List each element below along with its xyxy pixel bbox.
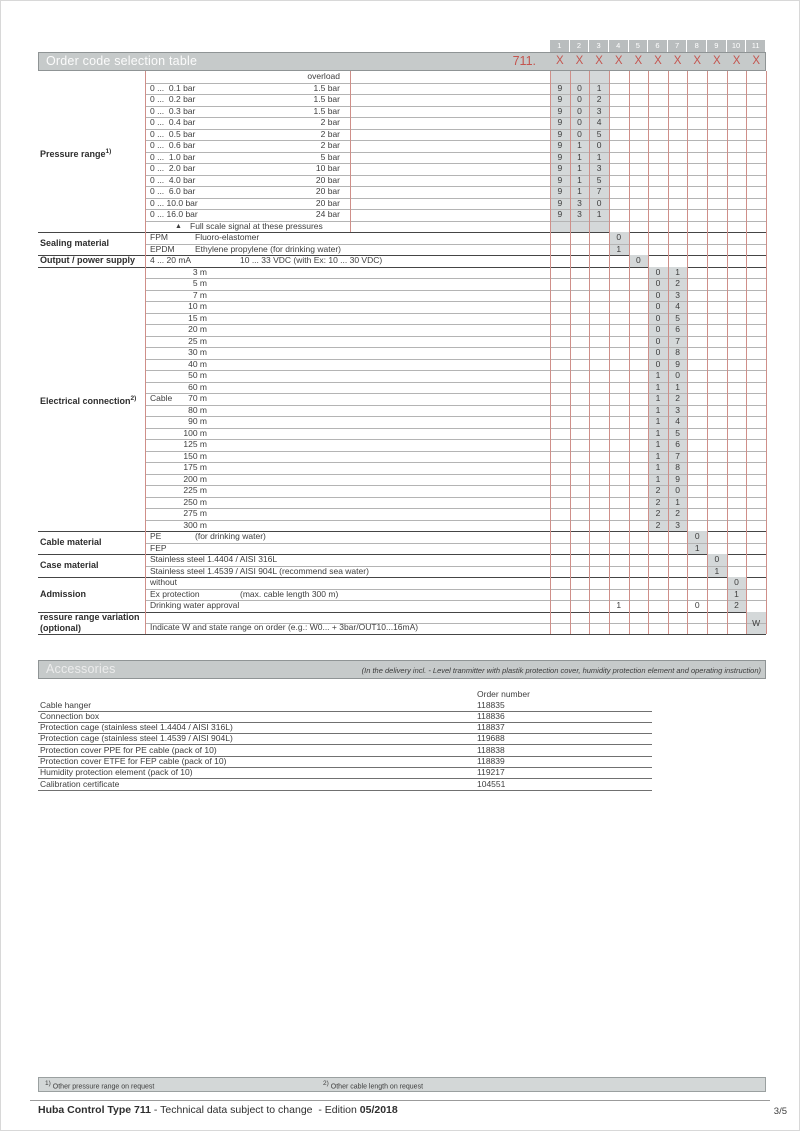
pressure-range-value: 0 ... 1.0 bar bbox=[150, 151, 196, 162]
code-digit: 7 bbox=[675, 335, 680, 346]
row-separator bbox=[145, 94, 766, 95]
row-desc-extra: (max. cable length 300 m) bbox=[240, 588, 339, 599]
row-separator bbox=[145, 163, 766, 164]
code-digit: 2 bbox=[675, 508, 680, 518]
row-separator bbox=[145, 198, 766, 199]
code-digit: 9 bbox=[557, 94, 563, 104]
code-digit: 1 bbox=[675, 266, 680, 277]
code-digit: 1 bbox=[577, 151, 582, 162]
order-code-x: X bbox=[732, 55, 741, 67]
overload-value: 2 bar bbox=[320, 140, 340, 150]
label-superscript: 2) bbox=[130, 395, 137, 403]
code-digit: 9 bbox=[557, 186, 563, 196]
cable-length-value: 80 m bbox=[188, 404, 207, 415]
row-abbr: FEP bbox=[150, 542, 167, 553]
code-digit: 7 bbox=[596, 186, 602, 196]
row-desc: Stainless steel 1.4404 / AISI 316L bbox=[150, 554, 278, 564]
code-digit: 1 bbox=[675, 496, 680, 507]
code-digit: 1 bbox=[577, 174, 582, 185]
cable-length-value: 200 m bbox=[183, 473, 207, 484]
section-label: Pressure range$^{1)}$ bbox=[40, 148, 112, 159]
code-digit: 0 bbox=[655, 301, 661, 311]
row-separator bbox=[145, 209, 766, 210]
code-digit: 9 bbox=[557, 151, 563, 162]
code-digit: 1 bbox=[675, 381, 680, 392]
cable-length-value: 30 m bbox=[188, 347, 207, 357]
code-digit: 0 bbox=[655, 324, 661, 334]
code-digit: 6 bbox=[675, 324, 680, 334]
cable-length-value: 175 m bbox=[183, 462, 207, 472]
grid-column-line bbox=[668, 71, 669, 634]
code-digit: 0 bbox=[694, 531, 700, 541]
code-column-number: 2 bbox=[570, 40, 589, 52]
code-digit: 0 bbox=[655, 312, 661, 323]
order-table-title: Order code selection table bbox=[46, 54, 198, 68]
full-scale-note: Full scale signal at these pressures bbox=[190, 220, 323, 231]
cable-length-value: 225 m bbox=[183, 485, 207, 495]
pressure-range-value: 0 ... 0.1 bar bbox=[150, 82, 196, 93]
order-code-x: X bbox=[634, 55, 643, 67]
grid-column-line bbox=[687, 71, 688, 634]
accessory-order-number: 119688 bbox=[477, 733, 505, 744]
grid-column-line bbox=[570, 71, 571, 634]
overload-value: 2 bar bbox=[320, 117, 340, 127]
code-digit: 0 bbox=[577, 117, 582, 127]
accessory-name: Protection cage (stainless steel 1.4539 / AISI 904L) bbox=[40, 733, 233, 744]
row-separator bbox=[38, 554, 766, 555]
accessory-name: Cable hanger bbox=[40, 699, 92, 710]
overload-value: 20 bar bbox=[315, 174, 340, 185]
code-digit: 9 bbox=[557, 209, 563, 219]
variation-instruction: Indicate W and state range on order (e.g.: W0... + 3bar/OUT10...16mA) bbox=[150, 622, 419, 632]
code-digit: 9 bbox=[675, 358, 680, 369]
code-digit: 1 bbox=[596, 209, 602, 219]
cable-length-value: 100 m bbox=[183, 427, 207, 438]
code-digit: 3 bbox=[596, 163, 602, 173]
section-label: Case material bbox=[40, 560, 99, 570]
row-abbr: PE bbox=[150, 531, 162, 541]
code-digit: 4 bbox=[596, 117, 602, 127]
code-digit: 1 bbox=[655, 381, 661, 392]
pressure-range-value: 0 ... 16.0 bar bbox=[150, 209, 198, 219]
code-digit: 0 bbox=[655, 278, 661, 288]
code-digit: 1 bbox=[577, 186, 582, 196]
code-column-number: 10 bbox=[727, 40, 746, 52]
code-digit: W bbox=[752, 617, 761, 628]
accessory-name: Protection cage (stainless steel 1.4404 / AISI 316L) bbox=[40, 722, 233, 733]
section-label: Cable material bbox=[40, 537, 102, 547]
code-column-number: 5 bbox=[629, 40, 648, 52]
accessory-order-number: 118836 bbox=[477, 710, 505, 721]
code-digit: 0 bbox=[655, 347, 661, 357]
code-digit: 1 bbox=[655, 427, 661, 438]
overload-value: 24 bar bbox=[315, 209, 340, 219]
grid-column-line bbox=[629, 71, 630, 634]
row-separator bbox=[38, 634, 766, 635]
code-digit: 0 bbox=[577, 82, 582, 93]
row-separator bbox=[145, 186, 766, 187]
row-desc: 10 ... 33 VDC (with Ex: 10 ... 30 VDC) bbox=[240, 255, 383, 265]
accessory-name: Humidity protection element (pack of 10) bbox=[40, 767, 193, 778]
cable-length-value: 250 m bbox=[183, 496, 207, 507]
pressure-range-value: 0 ... 4.0 bar bbox=[150, 174, 196, 185]
code-digit: 2 bbox=[596, 94, 602, 104]
row-separator bbox=[145, 543, 766, 544]
section-label: Output / power supply bbox=[40, 255, 135, 266]
code-digit: 9 bbox=[557, 197, 563, 208]
code-digit: 1 bbox=[596, 151, 602, 162]
cable-length-value: 7 m bbox=[192, 289, 207, 300]
row-separator bbox=[38, 531, 766, 532]
code-column-number: 9 bbox=[707, 40, 726, 52]
accessory-name: Connection box bbox=[40, 710, 100, 721]
pressure-range-value: 0 ... 0.5 bar bbox=[150, 128, 196, 139]
accessories-title: Accessories bbox=[46, 662, 116, 676]
code-digit: 0 bbox=[596, 140, 602, 150]
code-digit: 5 bbox=[596, 128, 602, 139]
code-digit: 1 bbox=[714, 565, 720, 576]
accessory-order-number: 118838 bbox=[477, 744, 505, 755]
code-digit: 2 bbox=[655, 496, 661, 507]
code-digit: 3 bbox=[675, 519, 680, 530]
order-code-x: X bbox=[555, 55, 564, 67]
cable-length-value: 150 m bbox=[183, 450, 207, 461]
row-separator bbox=[38, 612, 766, 613]
section-label: Admission bbox=[40, 588, 87, 599]
row-abbr: FPM bbox=[150, 232, 168, 242]
code-digit: 0 bbox=[714, 554, 720, 564]
accessory-order-number: 119217 bbox=[477, 767, 505, 778]
overload-value: 1.5 bar bbox=[313, 94, 340, 104]
code-digit: 4 bbox=[675, 416, 680, 426]
cable-length-value: 60 m bbox=[188, 381, 207, 392]
overload-value: 20 bar bbox=[315, 197, 340, 208]
code-digit: 6 bbox=[675, 439, 680, 449]
code-digit: 1 bbox=[596, 82, 602, 93]
code-digit: 0 bbox=[577, 94, 582, 104]
row-separator bbox=[145, 175, 766, 176]
overload-value: 10 bar bbox=[315, 163, 340, 173]
code-digit: 2 bbox=[675, 278, 680, 288]
row-separator bbox=[145, 140, 766, 141]
code-digit: 0 bbox=[655, 289, 661, 300]
code-digit: 2 bbox=[655, 485, 661, 495]
section-label: ressure range variation bbox=[40, 612, 140, 622]
order-code-x: X bbox=[752, 55, 760, 67]
cable-length-value: 40 m bbox=[188, 358, 207, 369]
code-digit: 0 bbox=[577, 105, 582, 116]
full-scale-triangle-icon: ▲ bbox=[175, 222, 182, 230]
label-divider-line bbox=[145, 71, 146, 634]
label-superscript: 1) bbox=[105, 148, 112, 155]
code-digit: 9 bbox=[557, 174, 563, 185]
overload-value: 1.5 bar bbox=[313, 82, 340, 93]
order-code-x: X bbox=[693, 55, 702, 67]
code-digit: 0 bbox=[635, 255, 641, 265]
code-column-number: 3 bbox=[589, 40, 608, 52]
code-column-number: 11 bbox=[746, 40, 765, 52]
order-code-x: X bbox=[575, 55, 584, 67]
row-separator bbox=[145, 83, 766, 84]
code-column-number: 4 bbox=[609, 40, 628, 52]
code-digit: 2 bbox=[655, 508, 661, 518]
cable-sublabel: Cable bbox=[150, 393, 173, 404]
code-digit: 9 bbox=[557, 82, 563, 93]
code-digit: 3 bbox=[675, 289, 680, 300]
accessory-name: Protection cover ETFE for FEP cable (pack of 10) bbox=[40, 756, 227, 766]
cable-length-value: 50 m bbox=[188, 370, 207, 380]
cable-length-value: 5 m bbox=[192, 278, 207, 288]
cable-length-value: 20 m bbox=[188, 324, 207, 334]
cable-length-value: 10 m bbox=[188, 301, 207, 311]
code-digit: 4 bbox=[675, 301, 680, 311]
code-digit: 1 bbox=[616, 600, 622, 610]
grid-column-line bbox=[707, 71, 708, 634]
row-separator bbox=[38, 255, 766, 256]
cable-length-value: 275 m bbox=[183, 508, 207, 518]
order-code-prefix: 711. bbox=[512, 54, 536, 68]
code-digit: 3 bbox=[577, 209, 582, 219]
code-digit: 2 bbox=[675, 393, 680, 403]
footnote-1-text: Other pressure range on request bbox=[52, 1083, 155, 1091]
row-separator bbox=[145, 589, 766, 590]
accessory-row-line bbox=[38, 790, 652, 791]
row-desc: Fluoro-elastomer bbox=[195, 232, 260, 242]
grid-column-line bbox=[589, 71, 590, 634]
code-digit: 1 bbox=[655, 370, 661, 380]
code-column-number: 7 bbox=[668, 40, 687, 52]
accessories-delivery-note: (In the delivery incl. - Level tranmitter with plastik protection cover, humidity protection element and operating instruction) bbox=[361, 666, 761, 675]
code-digit: 0 bbox=[675, 485, 680, 495]
grid-column-line bbox=[648, 71, 649, 634]
row-desc: Drinking water approval bbox=[150, 600, 240, 610]
code-digit: 3 bbox=[577, 197, 582, 208]
code-digit: 0 bbox=[675, 370, 680, 380]
code-digit: 1 bbox=[655, 439, 661, 449]
row-abbr: EPDM bbox=[150, 243, 175, 254]
cable-length-value: 25 m bbox=[188, 335, 207, 346]
overload-value: 1.5 bar bbox=[313, 105, 340, 116]
pressure-range-value: 0 ... 0.6 bar bbox=[150, 140, 196, 150]
cable-length-value: 3 m bbox=[192, 266, 207, 277]
code-digit: 8 bbox=[675, 462, 680, 472]
footnote-2-text: Other cable length on request bbox=[330, 1083, 424, 1091]
pressure-range-value: 0 ... 0.4 bar bbox=[150, 117, 196, 127]
code-digit: 1 bbox=[655, 393, 661, 403]
code-digit: 0 bbox=[655, 358, 661, 369]
row-desc: without bbox=[150, 577, 177, 587]
grid-column-line bbox=[727, 71, 728, 634]
order-code-x: X bbox=[614, 55, 623, 67]
order-code-x: X bbox=[595, 55, 603, 67]
section-label: Sealing material bbox=[40, 238, 110, 248]
code-digit: 1 bbox=[694, 542, 700, 553]
code-digit: 0 bbox=[694, 600, 700, 610]
footer-middle: - Technical data subject to change - Edition bbox=[151, 1104, 360, 1116]
row-separator bbox=[145, 152, 766, 153]
overload-value: 2 bar bbox=[320, 128, 340, 139]
accessory-order-number: 118835 bbox=[477, 699, 505, 710]
accessory-row-line bbox=[38, 711, 652, 712]
code-digit: 9 bbox=[557, 117, 563, 127]
code-digit: 9 bbox=[557, 163, 563, 173]
code-digit: 9 bbox=[675, 473, 680, 484]
code-digit: 3 bbox=[675, 404, 680, 415]
row-separator bbox=[38, 577, 766, 578]
row-separator bbox=[145, 129, 766, 130]
code-digit: 1 bbox=[577, 140, 582, 150]
code-digit: 0 bbox=[734, 577, 739, 587]
code-digit: 1 bbox=[655, 462, 661, 472]
code-digit: 0 bbox=[616, 232, 622, 242]
row-desc: Ex protection bbox=[150, 588, 200, 599]
row-abbr: 4 ... 20 mA bbox=[150, 255, 192, 265]
pressure-range-value: 0 ... 2.0 bar bbox=[150, 163, 196, 173]
code-digit: 7 bbox=[675, 450, 680, 461]
code-column-number: 8 bbox=[687, 40, 706, 52]
code-digit: 0 bbox=[596, 197, 602, 208]
row-desc: (for drinking water) bbox=[195, 531, 266, 541]
overload-header: overload bbox=[307, 71, 340, 81]
code-digit: 1 bbox=[577, 163, 582, 173]
accessory-order-number: 118839 bbox=[477, 756, 505, 766]
code-digit: 1 bbox=[655, 473, 661, 484]
grid-column-line bbox=[550, 71, 551, 634]
code-digit: 1 bbox=[655, 404, 661, 415]
code-column-number: 6 bbox=[648, 40, 667, 52]
section-label: Electrical connection$^{2)}$ bbox=[40, 395, 137, 407]
order-code-x: X bbox=[654, 55, 662, 67]
footer-product: Huba Control Type 711 bbox=[38, 1104, 151, 1116]
code-digit: 2 bbox=[655, 519, 661, 530]
overload-divider-line bbox=[350, 71, 351, 232]
accessory-name: Protection cover PPE for PE cable (pack of 10) bbox=[40, 744, 217, 755]
code-digit: 0 bbox=[577, 128, 582, 139]
cable-length-value: 15 m bbox=[188, 312, 207, 323]
code-digit: 8 bbox=[675, 347, 680, 357]
code-digit: 1 bbox=[655, 416, 661, 426]
code-digit: 5 bbox=[675, 427, 680, 438]
footer-edition: 05/2018 bbox=[359, 1104, 398, 1116]
code-digit: 9 bbox=[557, 105, 563, 116]
code-digit: 3 bbox=[596, 105, 602, 116]
code-digit: 9 bbox=[557, 140, 563, 150]
grid-column-line bbox=[766, 71, 767, 634]
row-desc: Stainless steel 1.4539 / AISI 904L (recommend sea water) bbox=[150, 565, 369, 576]
code-digit: 0 bbox=[655, 266, 661, 277]
overload-value: 5 bar bbox=[320, 151, 340, 162]
code-digit: 2 bbox=[734, 600, 739, 610]
overload-value: 20 bar bbox=[315, 186, 340, 196]
order-number-header: Order number bbox=[477, 689, 530, 699]
cable-length-value: 300 m bbox=[183, 519, 207, 530]
code-digit: 0 bbox=[655, 335, 661, 346]
grid-column-line bbox=[609, 71, 610, 634]
pressure-range-value: 0 ... 6.0 bar bbox=[150, 186, 196, 196]
pressure-range-value: 0 ... 0.3 bar bbox=[150, 105, 196, 116]
grid-column-line bbox=[746, 71, 747, 634]
row-separator bbox=[38, 232, 766, 233]
pressure-range-value: 0 ... 0.2 bar bbox=[150, 94, 196, 104]
cable-length-value: 125 m bbox=[183, 439, 207, 449]
code-column-number: 1 bbox=[550, 40, 569, 52]
row-separator bbox=[145, 106, 766, 107]
accessory-row-line bbox=[38, 778, 652, 779]
section-label-line2: (optional) bbox=[40, 622, 81, 633]
cable-length-value: 90 m bbox=[188, 416, 207, 426]
row-desc: Ethylene propylene (for drinking water) bbox=[195, 243, 341, 254]
code-digit: 1 bbox=[734, 588, 739, 599]
order-code-x: X bbox=[713, 55, 721, 67]
code-digit: 1 bbox=[616, 243, 622, 254]
accessory-name: Calibration certificate bbox=[40, 778, 120, 789]
code-digit: 5 bbox=[675, 312, 680, 323]
page-number: 3/5 bbox=[773, 1106, 787, 1117]
footnote-1-sup: 1) bbox=[45, 1080, 51, 1087]
code-digit: 5 bbox=[596, 174, 602, 185]
cable-length-value: 70 m bbox=[188, 393, 207, 403]
code-digit: 1 bbox=[655, 450, 661, 461]
pressure-range-value: 0 ... 10.0 bar bbox=[150, 197, 198, 208]
code-digit: 9 bbox=[557, 128, 563, 139]
row-separator bbox=[145, 117, 766, 118]
order-code-x: X bbox=[673, 55, 682, 67]
accessory-order-number: 104551 bbox=[477, 778, 506, 789]
accessory-order-number: 118837 bbox=[477, 722, 505, 733]
footnote-2-sup: 2) bbox=[323, 1080, 329, 1087]
